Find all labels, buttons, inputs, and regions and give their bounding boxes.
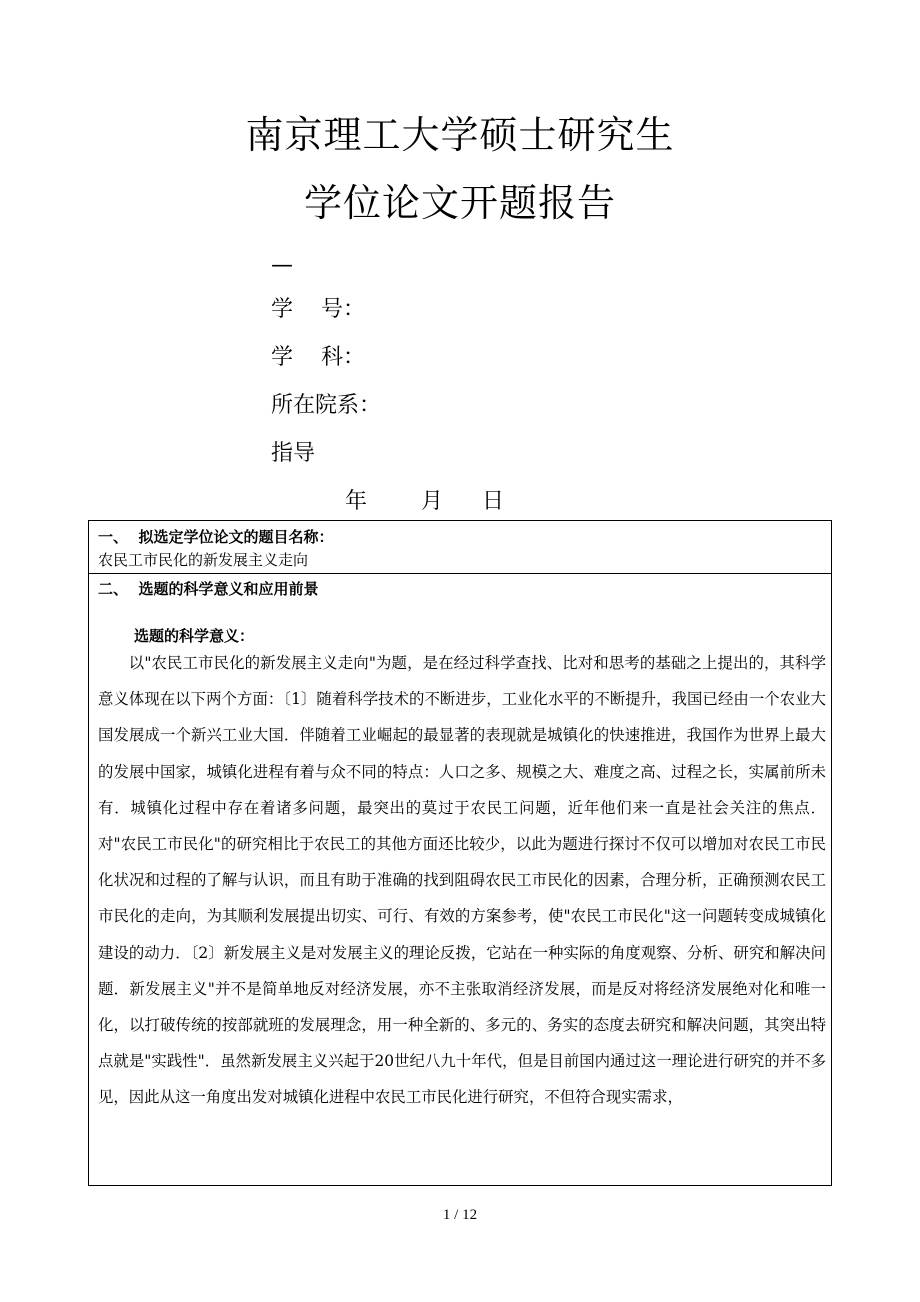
thesis-topic: 农民工市民化的新发展主义走向 — [98, 551, 309, 569]
document-title-line-1: 南京理工大学硕士研究生 — [245, 113, 675, 157]
section-1-heading: 一、 拟选定学位论文的题目名称： — [98, 528, 334, 546]
section-2-body: 以"农民工市民化的新发展主义走向"为题，是在经过科学查找、比对和思考的基础之上提出的，其科学意义体现在以下两个方面：〔1〕随着科学技术的不断进步，工业化水平的不断提升，我国已经由一个农业大国发展成一个新兴工业大国．伴随着工业崛起的最显著的表现就是城镇化的快速推进，我国作为世界上最大的发展中国家，城镇化进程有着与众不同的特点：人口之多、规模之大、难度之高、过程之长，实属前所未有．城镇化过程中存在着诸多问题，最突出的莫过于农民工问题，近年他们来一直是社会关注的焦点．对"农民工市民化"的研究相比于农民工的其他方面还比较少，以此为题进行探讨不仅可以增加对农民工市民化状况和过程的了解与认识，而且有助于准确的找到阻碍农民工市民化的因素，合理分析，正确预测农民工市民化的走向，为其顺利发展提出切实、可行、有效的方案参考，使"农民工市民化"这一问题转变成城镇化建设的动力．〔2〕新发展主义是对发展主义的理论反拨，它站在一种实际的角度观察、分析、研究和解决问题．新发展主义"并不是简单地反对经济发展，亦不主张取消经济发展，而是反对将经济发展绝对化和唯一化，以打破传统的按部就班的发展理念，用一种全新的、多元的、务实的态度去研究和解决问题，其突出特点就是"实践性"．虽然新发展主义兴起于20世纪八九十年代，但是目前国内通过这一理论进行研究的并不多见，因此从这一角度出发对城镇化进程中农民工市民化进行研究，不但符合现实需求， — [98, 654, 826, 1107]
date-year-label: 年 — [345, 489, 368, 514]
discipline-label: 学 科： — [271, 345, 365, 370]
document-title-line-2: 学位论文开题报告 — [303, 181, 616, 225]
page-number: 1 / 12 — [442, 1207, 478, 1223]
advisor-label: 指导 — [271, 441, 316, 466]
section-2-subheading: 选题的科学意义： — [134, 627, 255, 645]
report-table — [88, 520, 832, 1186]
table-row-topic — [89, 521, 831, 574]
title-underline-dash: — — [271, 253, 293, 278]
section-2-heading: 二、 选题的科学意义和应用前景 — [98, 580, 319, 598]
department-label: 所在院系： — [271, 393, 382, 418]
date-day-label: 日 — [482, 489, 505, 514]
date-month-label: 月 — [421, 489, 444, 514]
student-id-label: 学 号： — [271, 297, 365, 322]
